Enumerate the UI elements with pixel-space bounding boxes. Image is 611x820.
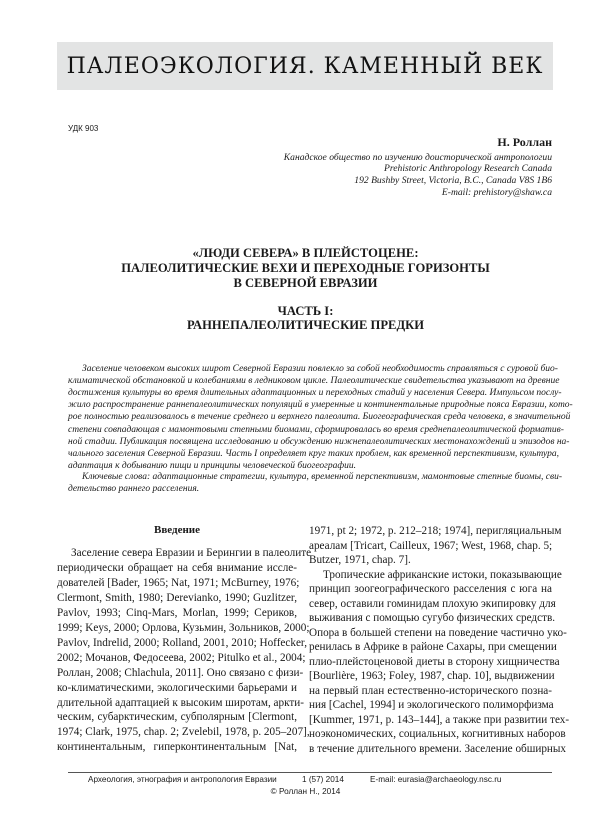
text-line: ноэкономических, социальных, когнитивных наборов: [309, 728, 566, 740]
text-line: ареалам [Tricart, Cailleux, 1967; West, 1968, chap. 5;: [309, 539, 553, 552]
text-line: [Bourlière, 1963; Foley, 1987, chap. 10], выдвижении: [309, 670, 555, 682]
text-line: дователей [Bader, 1965; Nat, 1971; McBurney, 1976;: [57, 576, 300, 589]
text-line: ной стадии. Публикация посвящена исследованию и обсуждению нижнепалеолитических местонахождений и эпизодов на-: [68, 436, 570, 447]
text-line: адаптация к добыванию пищи и принципы человеческой биогеографии.: [68, 460, 357, 471]
article-title-line: «ЛЮДИ СЕВЕРА» В ПЛЕЙСТОЦЕНЕ:: [192, 246, 419, 260]
text-line: в течение длительного времени. Заселение обширных: [309, 742, 567, 755]
footer-email: E-mail: eurasia@archaeology.nsc.ru: [370, 775, 502, 784]
text-line: чального заселения Северной Евразии. Часть I определяет круг таких проблем, как временной перспективизм, культура,: [68, 448, 559, 459]
affiliation-email: E-mail: prehistory@shaw.ca: [441, 187, 552, 198]
text-line: ко-климатическими, экологическими барьерами и: [57, 681, 297, 694]
text-line: детельство раннего расселения.: [68, 484, 200, 495]
text-line: ренилась в Африке в районе Сахары, при смещении: [309, 641, 557, 653]
text-line: Заселение севера Евразии и Берингии в палеолите: [71, 547, 312, 559]
part-title-line: РАННЕПАЛЕОЛИТИЧЕСКИЕ ПРЕДКИ: [186, 318, 425, 332]
footer-divider: [68, 772, 552, 773]
article-title-line: ПАЛЕОЛИТИЧЕСКИЕ ВЕХИ И ПЕРЕХОДНЫЕ ГОРИЗОНТЫ: [121, 261, 490, 275]
text-line: Опора в большей степени на поведение частично уко-: [309, 626, 567, 639]
text-line: ческим, субарктическим, субполярным [Clermont,: [57, 711, 297, 724]
udk-code: УДК 903: [68, 124, 99, 133]
text-line: степени совпадающая с мамонтовыми степными биомами, сформировалась во время среднепалеолитической форматив-: [68, 424, 564, 435]
footer-copyright: © Роллан Н., 2014: [270, 787, 341, 796]
text-line: 1974; Clark, 1975, chap. 2; Zvelebil, 1978, p. 205–207],: [57, 726, 310, 739]
text-line: 1971, pt 2; 1972, p. 212–218; 1974], перигляциальным: [309, 525, 562, 537]
text-line: Clermont, Smith, 1980; Derevianko, 1990; Guzlitzer,: [57, 591, 297, 604]
text-line: выживания с помощью сугубо физических средств.: [309, 612, 556, 624]
text-line: Ключевые слова: адаптационные стратегии, культура, временной перспективизм, мамонтовые степные биомы, сви-: [82, 472, 563, 482]
text-line: континентальным, гиперконтинентальным [Nat,: [57, 741, 297, 754]
text-line: плио-плейстоценовой диеты в сторону хищничества: [309, 655, 560, 668]
text-line: жило распространение раннепалеолитических популяций в умеренные и континентальные природные пояса Евразии, кото-: [68, 400, 573, 411]
text-line: [Kummer, 1971, p. 143–144], а также при развитии тех-: [309, 713, 570, 726]
text-line: достижения культуры во время длительных адаптационных и переходных стадий у населения Севера. Импульсом послу-: [68, 388, 562, 399]
text-line: на первый план естественно-исторического позна-: [309, 684, 552, 697]
text-line: север, оставили гоминидам плохую экипировку для: [309, 597, 556, 610]
text-line: Заселение человеком высоких широт Северной Евразии повлекло за собой необходимость справляться с суровой био-: [82, 364, 558, 374]
text-line: ния [Cachel, 1994] и экологического полиморфизма: [309, 699, 554, 711]
text-line: Роллан, 2008; Chlachula, 2011]. Оно связано с физи-: [57, 666, 304, 679]
affiliation-line: Канадское общество по изучению доисторической антропологии: [283, 152, 552, 163]
affiliation-line: 192 Bushby Street, Victoria, B.C., Canada V8S 1B6: [354, 175, 552, 186]
text-line: 2002; Мочанов, Федосеева, 2002; Pitulko et al., 2004;: [57, 651, 306, 664]
footer-issue: 1 (57) 2014: [302, 775, 344, 784]
text-line: Butzer, 1971, chap. 7].: [309, 554, 411, 566]
text-line: рое полностью реализовалось в течение среднего и верхнего палеолита. Биогеографическая среда человека, в значительной: [68, 412, 571, 423]
text-line: Тропические африканские истоки, показывающие: [323, 568, 562, 581]
text-line: периодически обращает на себя внимание иссле-: [57, 561, 297, 574]
affiliation-line: Prehistoric Anthropology Research Canada: [384, 163, 552, 174]
section-header-band: [57, 42, 553, 90]
text-line: 1999; Keys, 2000; Орлова, Кузьмин, Зольников, 2000;: [57, 621, 310, 634]
part-title-line: ЧАСТЬ I:: [277, 304, 334, 318]
author-name: Н. Роллан: [497, 135, 552, 149]
text-line: климатической обстановкой и колебаниями в ледниковом цикле. Палеолитические свидетельства указывают на древние: [68, 376, 560, 387]
text-line: Pavlov, 1993; Cinq-Mars, Morlan, 1999; Сериков,: [57, 606, 297, 619]
text-line: принцип зоогеографического расселения с юга на: [309, 583, 552, 595]
text-line: Pavlov, Indrelid, 2000; Rolland, 2001, 2010; Hoffecker,: [57, 636, 307, 649]
section-title: ПАЛЕОЭКОЛОГИЯ. КАМЕННЫЙ ВЕК: [66, 53, 544, 79]
section-heading-introduction: Введение: [153, 524, 201, 536]
footer-journal: Археология, этнография и антропология Евразии: [88, 775, 277, 784]
article-title-line: В СЕВЕРНОЙ ЕВРАЗИИ: [233, 276, 378, 290]
text-line: длительной адаптацией к высоким широтам, аркти-: [57, 696, 304, 709]
